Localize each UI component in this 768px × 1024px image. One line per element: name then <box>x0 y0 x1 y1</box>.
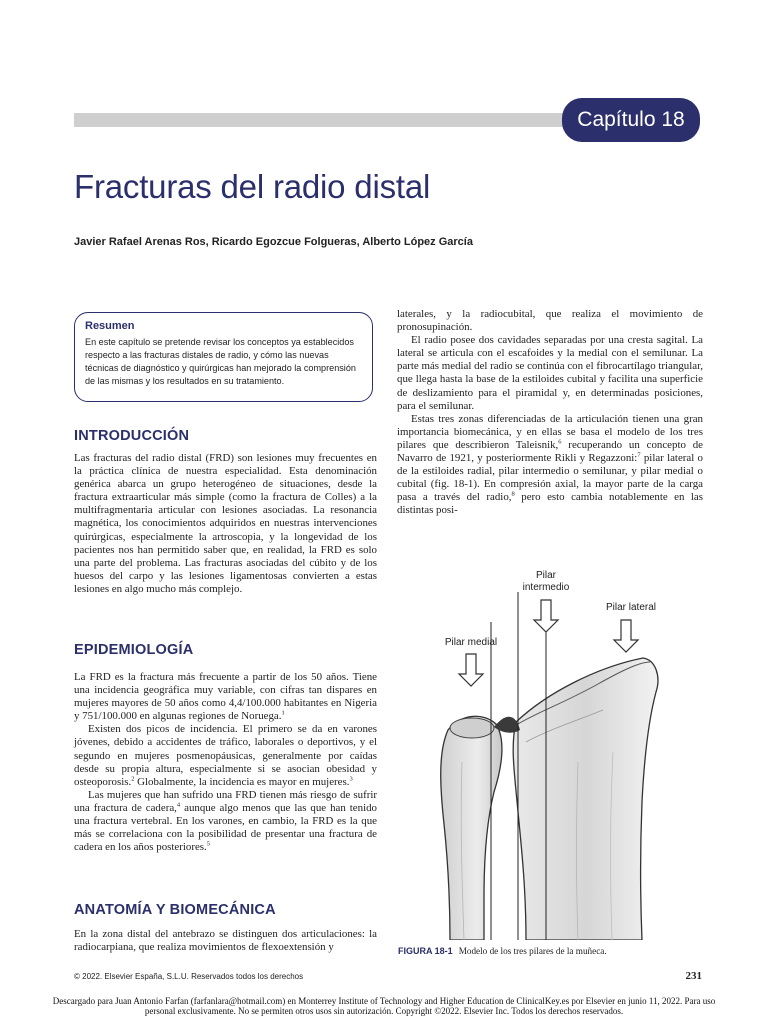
arrow-lateral <box>614 620 638 652</box>
right-column-body <box>397 308 703 518</box>
section-heading-anatomy: ANATOMÍA Y BIOMECÁNICA <box>74 902 276 918</box>
page-title: Fracturas del radio distal <box>74 168 431 205</box>
abstract-box <box>74 312 373 402</box>
figure-wrist-pillars <box>398 562 704 940</box>
abstract-text: En este capítulo se pretende revisar los conceptos ya establecidos respecto a las fracturas distales de radio, y cómo las nuevas técnicas de diagnóstico y quirúrgicas han mejorado la comprensión de las mismas y los resultados en su tratamiento. <box>85 337 356 386</box>
right-paragraph-1: laterales, y la radiocubital, que realiza el movimiento de pronosupinación. <box>397 308 703 334</box>
intro-paragraph: Las fracturas del radio distal (FRD) son lesiones muy frecuentes en la práctica clínica de nuestra especialidad. Esta denominación genérica abarca un grupo heterogéneo de situaciones, desde la fractura extraarticular más simple (como la fractura de Colles) a la multifragmentaria articular con lesiones asociadas. La resonancia magnética, los conocimientos adquiridos en nuestras intervenciones quirúrgicas, especialmente la artroscopia, y la longevidad de los pacientes nos han permitido saber que, en realidad, la FRD es solo una parte del problema. Las fracturas asociadas del cúbito y de los huesos del carpo y las lesiones ligamentosas convierten a estas lesiones en algo mucho más complejo. <box>74 452 377 595</box>
authors: Javier Rafael Arenas Ros, Ricardo Egozcue Folgueras, Alberto López García <box>74 236 473 248</box>
copyright-notice: © 2022. Elsevier España, S.L.U. Reservados todos los derechos <box>74 972 304 981</box>
figure-caption <box>398 946 607 956</box>
epidemiology-body <box>74 671 377 854</box>
reference-marker: 4 <box>176 801 181 809</box>
abstract-heading: Resumen <box>85 320 135 332</box>
chapter-header-bar <box>74 113 574 127</box>
epidemiology-paragraph-1: La FRD es la fractura más frecuente a partir de los 50 años. Tiene una incidencia geográfica muy variable, con cifras tan dispares en mujeres mayores de 50 años como 4,4/100.000 habitantes en Nigeria y 751/100.000 en algunas regiones de Noruega.$^1$ <box>74 671 377 723</box>
figure-number: FIGURA 18-1 <box>398 946 453 956</box>
right-paragraph-2: El radio posee dos cavidades separadas por una cresta sagital. La lateral se articula con el escafoides y la medial con el semilunar. La parte más medial del radio se continúa con el fibrocartílago triangular, que llega hasta la base de la estiloides cubital y facilita una superficie de deslizamiento para el piramidal y, en determinadas posiciones, para el semilunar. <box>397 334 703 412</box>
arrow-medial <box>459 654 483 686</box>
reference-marker: 2 <box>131 775 135 783</box>
reference-marker: 5 <box>206 840 211 848</box>
reference-marker: 7 <box>637 451 641 459</box>
right-paragraph-3: Estas tres zonas diferenciadas de la articulación tienen una gran importancia biomecánica, y en ellas se basa el modelo de los tres pilares que describieron Taleisnik,$^6$ recuperando un concepto de Navarro de 1921, y posteriormente Rikli y Regazzoni:$^7$ pilar lateral o de la estiloides radial, pilar intermedio o semilunar, y pilar medial o cubital (fig. 18-1). En compresión axial, la mayor parte de la carga pasa a través del radio,$^8$ pero esto cambia notablemente en las distintas posi- <box>397 412 704 517</box>
download-notice: Descargado para Juan Antonio Farfan (farfanlara@hotmail.com) en Monterrey Institute of Technology and Higher Education de ClinicalKey.es por Elsevier en junio 11, 2022. Para uso personal exclusivamente. No se permiten otros usos sin autorización. Copyright ©2022. Elsevier Inc. Todos los derechos reservados. <box>52 996 716 1016</box>
wrist-bones-illustration <box>398 562 704 940</box>
epidemiology-paragraph-3: Las mujeres que han sufrido una FRD tienen más riesgo de sufrir una fractura de cadera,$^4$ aunque algo menos que las que han tenido una fractura vertebral. En los varones, en cambio, la FRD es la que más se correlaciona con la posibilidad de presentar una fractura de cadera en los años posteriores.$^5$ <box>74 788 378 854</box>
epidemiology-paragraph-2: Existen dos picos de incidencia. El primero se da en varones jóvenes, debido a accidentes de tráfico, laborales o deportivos, y el segundo en mujeres posmenopáusicas, generalmente por caídas desde su propia altura, especialmente si se asocian obesidad y osteoporosis.$^2$ Globalmente, la incidencia es mayor en mujeres.$^3$ <box>74 723 377 788</box>
radius-bone <box>513 658 658 940</box>
section-heading-intro: INTRODUCCIÓN <box>74 428 190 444</box>
arrow-intermediate <box>534 600 558 632</box>
label-pilar-lateral: Pilar lateral <box>605 602 657 613</box>
section-heading-epidemiology: EPIDEMIOLOGÍA <box>74 642 194 658</box>
intro-body <box>74 452 377 596</box>
ulna-bone <box>441 716 502 940</box>
anatomy-paragraph: En la zona distal del antebrazo se distinguen dos articulaciones: la radiocarpiana, que realiza movimientos de flexoextensión y <box>74 928 377 954</box>
reference-marker: 6 <box>558 438 562 446</box>
label-pilar-medial: Pilar medial <box>444 637 498 648</box>
page-number: 231 <box>685 970 702 982</box>
chapter-label: Capítulo 18 <box>562 98 700 142</box>
label-pilar-intermedio: Pilar intermedio <box>522 570 570 593</box>
reference-marker: 3 <box>349 775 353 783</box>
reference-marker: 1 <box>281 709 285 717</box>
reference-marker: 8 <box>511 490 515 498</box>
figure-caption-text: Modelo de los tres pilares de la muñeca. <box>458 946 607 956</box>
anatomy-body <box>74 928 377 954</box>
